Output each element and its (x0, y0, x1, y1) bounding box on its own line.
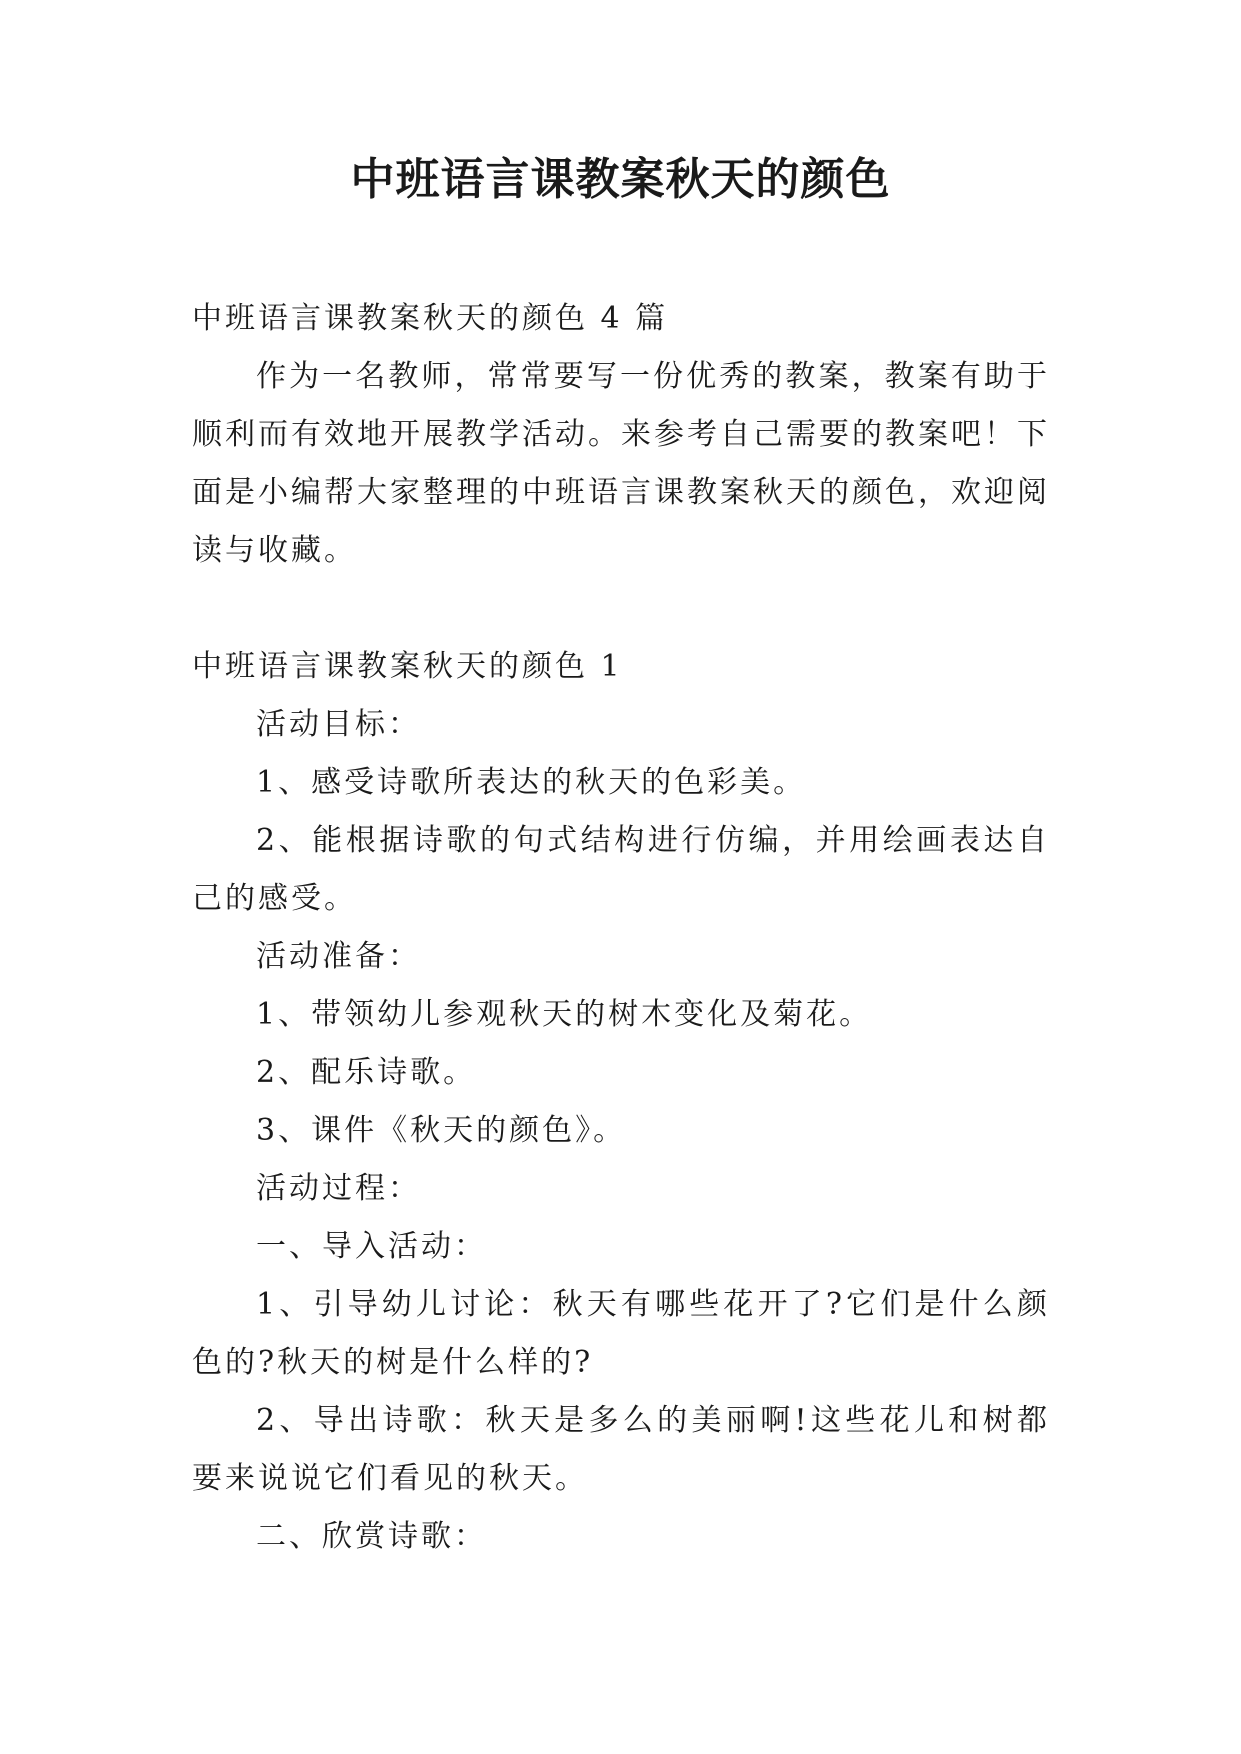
intro-paragraph: 作为一名教师，常常要写一份优秀的教案，教案有助于顺利而有效地开展教学活动。来参考自己需要的教案吧！下面是小编帮大家整理的中班语言课教案秋天的颜色，欢迎阅读与收藏。 (192, 359, 1050, 568)
step-item: 2、导出诗歌：秋天是多么的美丽啊!这些花儿和树都要来说说它们看见的秋天。 (192, 1403, 1050, 1496)
prep-heading: 活动准备： (256, 939, 421, 974)
document-body (192, 290, 1050, 1566)
prep-item: 3、课件《秋天的颜色》。 (256, 1113, 627, 1148)
goal-item: 2、能根据诗歌的句式结构进行仿编，并用绘画表达自己的感受。 (192, 823, 1050, 916)
document-subtitle: 中班语言课教案秋天的颜色 4 篇 (192, 301, 669, 336)
goal-heading: 活动目标： (256, 707, 421, 742)
process-heading: 活动过程： (256, 1171, 421, 1206)
goal-item: 1、感受诗歌所表达的秋天的色彩美。 (256, 765, 807, 800)
section-heading: 中班语言课教案秋天的颜色 1 (192, 649, 623, 684)
step-heading: 一、导入活动： (256, 1229, 487, 1264)
step-item: 1、引导幼儿讨论：秋天有哪些花开了?它们是什么颜色的?秋天的树是什么样的? (192, 1287, 1050, 1380)
document-title: 中班语言课教案秋天的颜色 (350, 154, 891, 205)
prep-item: 2、配乐诗歌。 (256, 1055, 477, 1090)
paragraph-spacer (192, 580, 1050, 638)
prep-item: 1、带领幼儿参观秋天的树木变化及菊花。 (256, 997, 873, 1032)
step-heading: 二、欣赏诗歌： (256, 1519, 487, 1554)
